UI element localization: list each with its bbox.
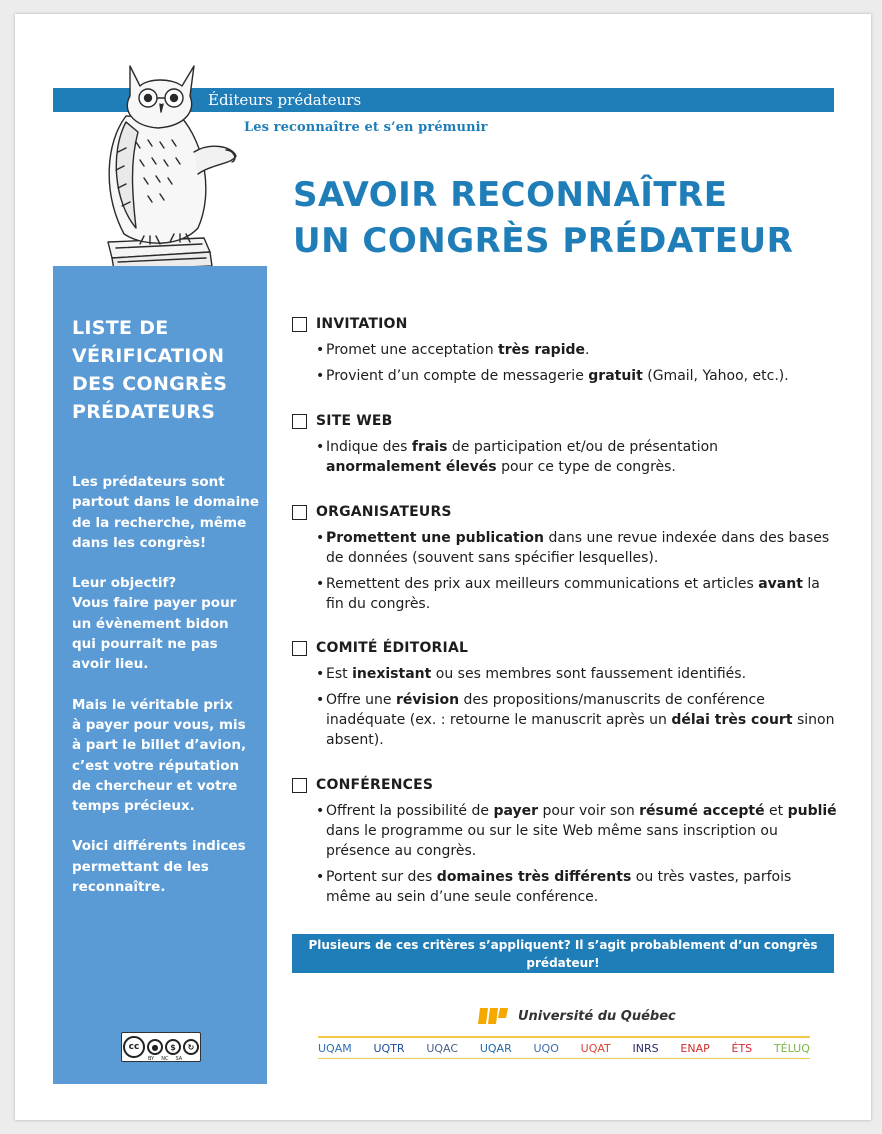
item-text: Provient d’un compte de messagerie — [326, 368, 589, 384]
bullet-icon: • — [316, 692, 325, 708]
bullet-icon: • — [316, 368, 325, 384]
checklist-item — [292, 867, 837, 907]
institution-name: UQAM — [318, 1042, 352, 1055]
sidebar-heading-line: VÉRIFICATION — [72, 345, 225, 367]
item-text: dans le programme ou sur le site Web même sans inscription ou présence au congrès. — [326, 823, 778, 859]
header-band-title: Éditeurs prédateurs — [208, 91, 362, 109]
bullet-icon: • — [316, 803, 325, 819]
emphasis-text: gratuit — [588, 368, 643, 384]
footer-rule — [318, 1036, 810, 1038]
institution-name: ENAP — [680, 1042, 710, 1055]
institution-name: TÉLUQ — [773, 1042, 810, 1055]
checkbox[interactable] — [292, 641, 307, 656]
checklist-item — [292, 366, 837, 386]
sidebar-heading-line: DES CONGRÈS — [72, 373, 228, 395]
item-text: Portent sur des — [326, 869, 437, 885]
noncommercial-icon: $ — [165, 1039, 181, 1055]
checklist-item — [292, 340, 837, 360]
notice-line2-prefix: Pour découvrir plus de critères, consultez : — [313, 974, 611, 988]
item-text: Offre une — [326, 692, 396, 708]
institution-name: UQAR — [479, 1042, 512, 1055]
emphasis-text: domaines très différents — [436, 869, 632, 885]
bullet-icon: • — [316, 530, 325, 546]
institution-name: UQTR — [373, 1042, 405, 1055]
section-title: INVITATION — [316, 316, 408, 332]
institution-list — [318, 1042, 810, 1055]
item-text: la fin du congrès. — [326, 576, 820, 612]
emphasis-text: révision — [396, 692, 460, 708]
item-text: de participation et/ou de présentation — [447, 439, 719, 455]
emphasis-text: anormalement élevés — [326, 459, 497, 475]
section-items — [292, 437, 837, 477]
checklist-item — [292, 574, 837, 614]
sidebar-paragraph: Leur objectif? Vous faire payer pour un évènement bidon qui pourrait ne pas avoir lieu. — [72, 575, 237, 673]
emphasis-text: résumé accepté — [639, 803, 765, 819]
cc-label-by: BY — [148, 1056, 155, 1062]
sidebar-paragraph: Les prédateurs sont partout dans le domaine de la recherche, même dans les congrès! — [72, 474, 260, 551]
checklist-item — [292, 437, 837, 477]
section-items — [292, 664, 837, 750]
item-text: Offrent la possibilité de — [326, 803, 494, 819]
emphasis-text: frais — [411, 439, 448, 455]
header-subtitle: Les reconnaître et s’en prémunir — [244, 120, 488, 135]
institution-name: UQO — [533, 1042, 559, 1055]
section-items — [292, 528, 837, 614]
institution-name: UQAC — [426, 1042, 459, 1055]
checkbox[interactable] — [292, 414, 307, 429]
bullet-icon: • — [316, 342, 325, 358]
checklist-item — [292, 801, 837, 861]
checkbox[interactable] — [292, 505, 307, 520]
emphasis-text: payer — [493, 803, 539, 819]
item-text: des propositions/manuscrits de conférence inadéquate (ex. : retourne le manuscrit après un — [326, 692, 765, 728]
emphasis-text: publié — [787, 803, 837, 819]
bullet-icon: • — [316, 439, 325, 455]
sidebar-paragraph: Mais le véritable prix à payer pour vous, mis à part le billet d’avion, c’est votre réputation de chercheur et votre temps précieux. — [72, 696, 247, 815]
section-organisateurs — [292, 502, 837, 614]
notice-line2 — [292, 972, 834, 1008]
item-text: Remettent des prix aux meilleurs communications et articles — [326, 576, 759, 592]
institution-name: INRS — [632, 1042, 659, 1055]
cc-license-badge[interactable] — [121, 1032, 201, 1062]
section-site-web — [292, 411, 837, 477]
checklist-item — [292, 528, 837, 568]
cc-license-labels — [148, 1056, 182, 1062]
institution-name: ÉTS — [731, 1042, 753, 1055]
item-text: Promet une acceptation — [326, 342, 499, 358]
checkbox[interactable] — [292, 317, 307, 332]
item-text: ou très vastes, parfois même au sein d’une seule conférence. — [326, 869, 792, 905]
sidebar-text — [72, 472, 267, 917]
emphasis-text: délai très court — [671, 712, 793, 728]
sidebar-heading-line: LISTE DE — [72, 317, 169, 339]
institution-name: UQAT — [580, 1042, 611, 1055]
emphasis-text: avant — [758, 576, 803, 592]
checklist-item — [292, 664, 837, 684]
cc-icon: cc — [123, 1036, 145, 1058]
item-text: Est — [326, 666, 353, 682]
section-comite-editorial — [292, 638, 837, 750]
item-text: dans une revue indexée dans des bases de données (souvent sans spécifier lesquelles). — [326, 530, 830, 566]
item-text: ou ses membres sont faussement identifiés. — [431, 666, 747, 682]
item-text: et — [764, 803, 788, 819]
page-title-line1: SAVOIR RECONNAÎTRE — [293, 175, 728, 215]
attribution-icon: ● — [147, 1039, 163, 1055]
notice-line1: Plusieurs de ces critères s’appliquent? Il s’agit probablement d’un congrès prédateur! — [308, 938, 818, 970]
emphasis-text: très rapide — [498, 342, 586, 358]
section-invitation — [292, 314, 837, 386]
section-items — [292, 801, 837, 907]
sharealike-icon: ↻ — [183, 1039, 199, 1055]
section-conferences — [292, 775, 837, 907]
criteria-link[interactable]: ptc.uquebec.ca/pdci/editeurs-predateurs — [525, 974, 813, 1006]
sidebar — [53, 266, 267, 1084]
cc-label-nc: NC — [161, 1056, 169, 1062]
university-name: Université du Québec — [518, 1008, 676, 1024]
item-text: (Gmail, Yahoo, etc.). — [642, 368, 789, 384]
footer-rule — [318, 1058, 810, 1059]
section-items — [292, 340, 837, 386]
item-text: pour voir son — [538, 803, 640, 819]
page-title-line2: UN CONGRÈS PRÉDATEUR — [293, 221, 794, 261]
item-text: pour ce type de congrès. — [496, 459, 676, 475]
cc-label-sa: SA — [175, 1056, 183, 1062]
uq-logo-icon — [478, 1006, 510, 1026]
item-text: Indique des — [326, 439, 412, 455]
section-title: ORGANISATEURS — [316, 504, 452, 520]
page-title — [293, 172, 833, 264]
item-text: sinon absent). — [326, 712, 835, 748]
item-text: . — [585, 342, 590, 358]
bullet-icon: • — [316, 666, 325, 682]
emphasis-text: Promettent une publication — [326, 530, 545, 546]
section-title: COMITÉ ÉDITORIAL — [316, 640, 469, 656]
sidebar-heading-line: PRÉDATEURS — [72, 401, 216, 423]
owl-illustration — [86, 52, 246, 274]
emphasis-text: inexistant — [352, 666, 432, 682]
section-title: SITE WEB — [316, 413, 393, 429]
sidebar-paragraph: Voici différents indices permettant de les reconnaître. — [72, 838, 246, 896]
checklist-item — [292, 690, 837, 750]
checkbox[interactable] — [292, 778, 307, 793]
sidebar-heading — [72, 314, 262, 426]
notice-banner — [292, 934, 834, 1006]
uq-logo — [478, 1006, 676, 1026]
bullet-icon: • — [316, 869, 325, 885]
section-title: CONFÉRENCES — [316, 777, 434, 793]
bullet-icon: • — [316, 576, 325, 592]
